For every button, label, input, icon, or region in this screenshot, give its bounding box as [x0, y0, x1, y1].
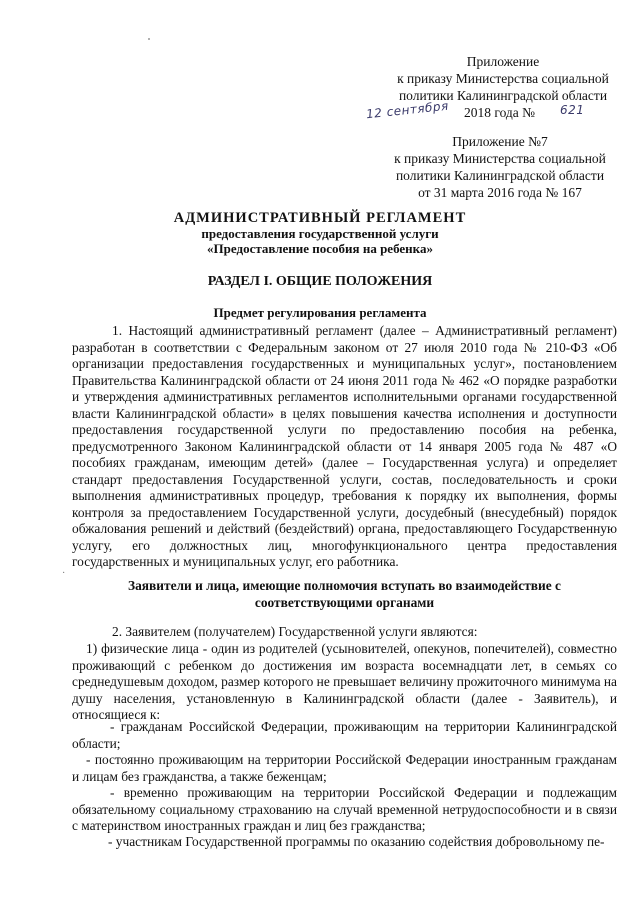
list-item: - постоянно проживающим на территории Российской Федерации иностранным гражданам и лицам без гражданства, а также беженцам;: [72, 752, 617, 784]
list-item: - участникам Государственной программы по оказанию содействия добровольному пе-: [108, 834, 605, 849]
applicants-heading: Заявители и лица, имеющие полномочия вступать во взаимодействие с соответствующими органами: [128, 578, 561, 610]
paragraph-3: 1) физические лица - один из родителей (усыновителей, опекунов, попечителей), совместно проживающий с ребенком до достижения им возраста восемнадцати лет, в семьях со среднедушевым доходом, размер которого не превышает величину прожиточного минимума на душу населения, установленную в Калининградской области (далее - Заявитель), и относящиеся к:: [72, 641, 617, 722]
annex7-date: от 31 марта 2016 года № 167: [418, 185, 582, 200]
section-heading: РАЗДЕЛ I. ОБЩИЕ ПОЛОЖЕНИЯ: [207, 274, 433, 289]
scan-speck: [148, 38, 150, 40]
handwritten-date: 12 сентября: [365, 98, 450, 122]
subject-heading: Предмет регулирования регламента: [213, 305, 427, 320]
annex-order-ref: к приказу Министерства социальной: [397, 71, 609, 86]
handwritten-order-number: 621: [560, 103, 585, 117]
annex7-order-ref: к приказу Министерства социальной: [394, 151, 606, 166]
list-item: - гражданам Российской Федерации, проживающим на территории Калининградской области;: [72, 719, 617, 751]
paragraph-2: 2. Заявителем (получателем) Государственной услуги являются:: [112, 624, 478, 639]
annex-date-line: [365, 98, 628, 122]
annex-block-current: [365, 53, 628, 122]
annex7-ministry: политики Калининградской области: [395, 168, 605, 183]
annex-year: 2018 года №: [464, 105, 536, 120]
annex-label: Приложение: [466, 54, 540, 69]
annex-ministry: политики Калининградской области: [398, 88, 608, 103]
document-subtitle: предоставления государственной услуги: [201, 226, 439, 241]
paragraph-1: 1. Настоящий административный регламент (далее – Административный регламент) разработан в соответствии с Федеральным законом от 27 июля 2010 года № 210-ФЗ «Об организации предоставления государственных и муниципальных услуг», постановлением Правительства Калининградской области от 24 июня 2011 года № 462 «О порядке разработки и утверждения административных регламентов исполнительными органами государственной власти Калининградской области» в целях повышения качества исполнения и доступности предоставления государственной услуги по предоставлению пособия на ребенка, предусмотренного Законом Калининградской области от 14 января 2005 года № 487 «О пособиях гражданам, имеющим детей» (далее – Государственная услуга) и определяет стандарт предоставления Государственной услуги, состав, последовательность и сроки выполнения административных процедур, требования к порядку их выполнения, формы контроля за предоставлением Государственной услуги, досудебный (внесудебный) порядок обжалования решений и действий (бездействий) органа, предоставляющего Государственную услугу, его должностных лиц, многофункционального центра предоставления государственных и муниципальных услуг, его работника.: [72, 323, 617, 569]
list-item: - временно проживающим на территории Российской Федерации и подлежащим обязательному социальному страхованию на случай временной нетрудоспособности и в связи с материнством иностранных граждан и лиц без гражданства;: [72, 785, 617, 833]
annex7-label: Приложение №7: [452, 134, 548, 149]
document-title: АДМИНИСТРАТИВНЫЙ РЕГЛАМЕНТ: [173, 210, 467, 226]
annex-block-original: [380, 133, 620, 201]
margin-mark: ·: [62, 568, 66, 579]
service-name: «Предоставление пособия на ребенка»: [207, 241, 433, 256]
